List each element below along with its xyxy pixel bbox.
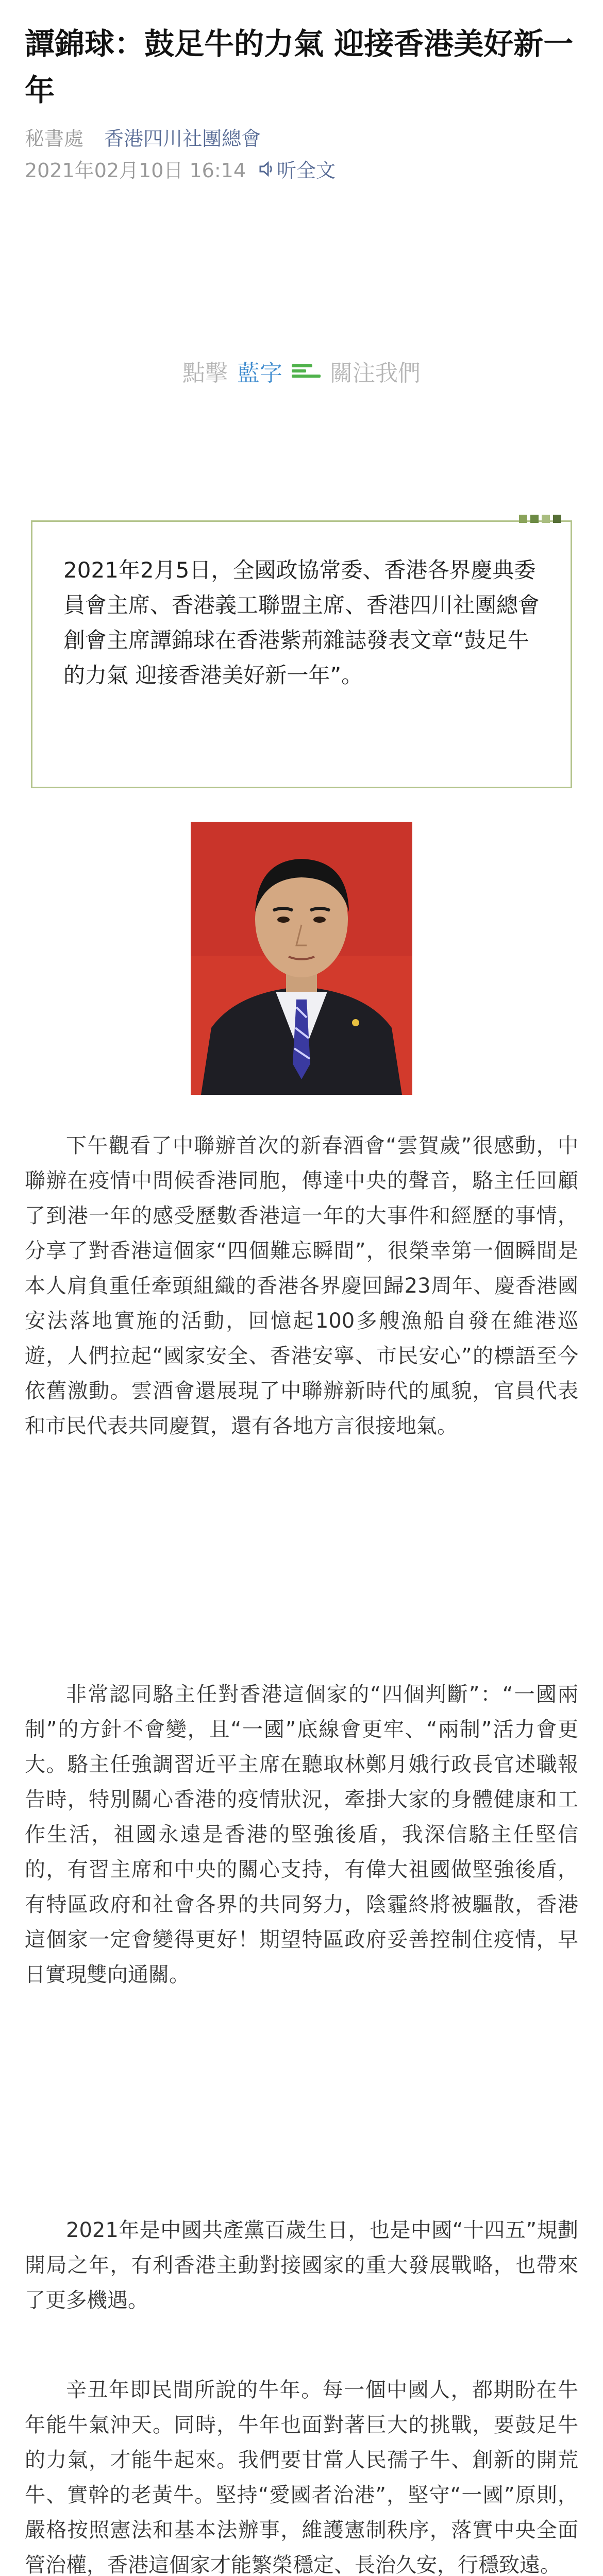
intro-text: 2021年2月5日，全國政協常委、香港各界慶典委員會主席、香港義工聯盟主席、香港四川社團總會創會主席譚錦球在香港紫荊雜誌發表文章“鼓足牛的力氣 迎接香港美好新一年”。 <box>63 557 540 688</box>
author-name: 秘書處 <box>25 127 84 150</box>
paragraph-text: 辛丑年即民間所說的牛年。每一個中國人，都期盼在牛年能牛氣沖天。同時，牛年也面對著巨大的挑戰，要鼓足牛的力氣，才能牛起來。我們要甘當人民孺子牛、創新的開荒牛、實幹的老黃牛。堅持“愛國者治港”，堅守“一國”原則，嚴格按照憲法和基本法辦事，維護憲制秩序，落實中央全面管治權，香港這個家才能繁榮穩定、長治久安，行穩致遠。 <box>25 2378 578 2576</box>
paragraph-3 <box>25 2213 578 2318</box>
decorative-squares-icon <box>519 515 561 523</box>
paragraph-text: 非常認同駱主任對香港這個家的“四個判斷”：“一國兩制”的方針不會變，且“一國”底線會更牢、“兩制”活力會更大。駱主任強調習近平主席在聽取林鄭月娥行政長官述職報告時，特別關心香港的疫情狀況，牽掛大家的身體健康和工作生活，祖國永遠是香港的堅強後盾，我深信駱主任堅信的，有習主席和中央的關心支持，有偉大祖國做堅強後盾，有特區政府和社會各界的共同努力，陰霾終將被驅散，香港這個家一定會變得更好！期望特區政府妥善控制住疫情，早日實現雙向通關。 <box>25 1683 578 1987</box>
listen-button[interactable] <box>256 155 336 183</box>
article-title: 譚錦球：鼓足牛的力氣 迎接香港美好新一年 <box>25 26 574 108</box>
portrait-photo <box>191 822 412 1095</box>
paragraph-text: 下午觀看了中聯辦首次的新春酒會“雲賀歲”很感動，中聯辦在疫情中問候香港同胞，傳達中央的聲音，駱主任回顧了到港一年的感受歷數香港這一年的大事件和經歷的事情，分享了對香港這個家“四個難忘瞬間”，很榮幸第一個瞬間是本人肩負重任牽頭組織的香港各界慶回歸23周年、慶香港國安法落地實施的活動，回憶起100多艘漁船自發在維港巡遊，人們拉起“國家安全、香港安寧、市民安心”的標語至今依舊激動。雲酒會還展現了中聯辦新時代的風貌，官員代表和市民代表共同慶賀，還有各地方言很接地氣。 <box>25 1134 578 1438</box>
paragraph-4 <box>25 2372 578 2576</box>
speaker-icon <box>256 159 277 179</box>
paragraph-1 <box>25 1128 578 1444</box>
follow-banner <box>0 354 603 387</box>
paragraph-text: 2021年是中國共產黨百歲生日，也是中國“十四五”規劃開局之年，有利香港主動對接國家的重大發展戰略，也帶來了更多機遇。 <box>25 2218 578 2312</box>
article-meta <box>25 123 261 151</box>
paragraph-2 <box>25 1677 578 1992</box>
publish-date: 2021年02月10日 16:14 <box>25 159 246 182</box>
follow-blue-text: 藍字 <box>237 360 282 386</box>
account-link[interactable]: 香港四川社團總會 <box>104 127 261 150</box>
article-date-row <box>25 155 336 183</box>
green-bars-icon <box>292 363 321 379</box>
follow-prefix: 點擊 <box>182 360 228 386</box>
follow-suffix: 關注我們 <box>330 360 421 386</box>
intro-box <box>31 520 572 788</box>
listen-label: 听全文 <box>277 159 336 182</box>
